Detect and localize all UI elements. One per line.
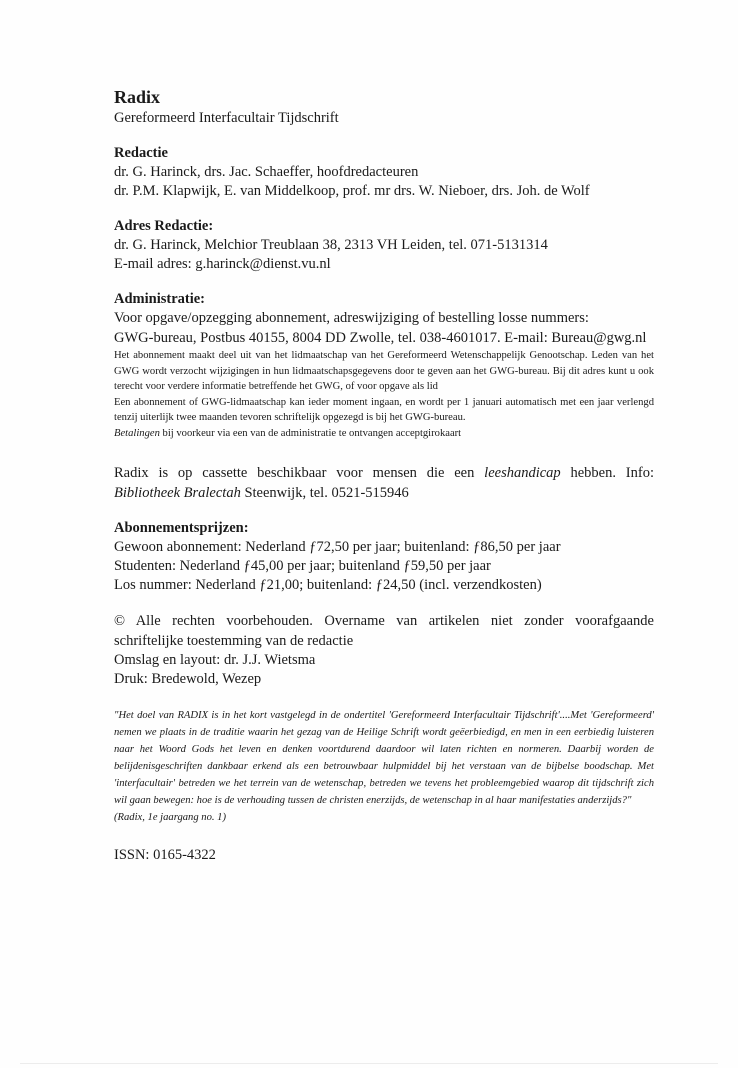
cassette-text-b: hebben. Info: <box>560 465 654 481</box>
betalingen-label: Betalingen <box>114 427 160 439</box>
betalingen-text: bij voorkeur via een van de administratie te ontvangen acceptgirokaart <box>159 427 462 439</box>
redactie-line-1: dr. G. Harinck, drs. Jac. Schaeffer, hoofdredacteuren <box>114 164 419 180</box>
prijzen-los-nummer: Los nummer: Nederland ƒ21,00; buitenland: ƒ24,50 (incl. verzendkosten) <box>114 577 542 593</box>
administratie-heading: Administratie: <box>114 291 206 307</box>
administratie-line-1: Voor opgave/opzegging abonnement, adreswijziging of bestelling losse nummers: <box>114 310 589 326</box>
header <box>114 86 654 128</box>
journal-title: Radix <box>114 87 161 107</box>
colophon <box>114 86 654 865</box>
administratie-note-2: Een abonnement of GWG-lidmaatschap kan ieder moment ingaan, en wordt per 1 januari automatisch met een jaar verlengd tenzij uiterlijk twee maanden tevoren schriftelijk opgezegd is bij het GWG-bureau. <box>114 396 654 423</box>
cassette-text-c: Steenwijk, tel. 0521-515946 <box>240 485 409 501</box>
adres-email: E-mail adres: g.harinck@dienst.vu.nl <box>114 256 331 272</box>
administratie-section <box>114 290 654 441</box>
cassette-info <box>114 463 654 503</box>
omslag-line: Omslag en layout: dr. J.J. Wietsma <box>114 652 316 668</box>
quote-source: (Radix, 1e jaargang no. 1) <box>114 812 226 823</box>
journal-subtitle: Gereformeerd Interfacultair Tijdschrift <box>114 110 339 126</box>
cassette-leeshandicap: leeshandicap <box>484 465 561 481</box>
administratie-note-3 <box>114 426 654 442</box>
issn: ISSN: 0165-4322 <box>114 847 216 863</box>
rechten-section <box>114 611 654 689</box>
cassette-text-a: Radix is op cassette beschikbaar voor mensen die een <box>114 465 485 481</box>
redactie-heading: Redactie <box>114 145 168 161</box>
mission-quote: "Het doel van RADIX is in het kort vastgelegd in de ondertitel 'Gereformeerd Interfacultair Tijdschrift'....Met 'Gereformeerd' nemen we plaats in de traditie waarin het gezag van de Heilige Schrift wordt geëerbiedigd, en men in een eerbiedig luisteren naar het Woord Gods het leven en denken voortdurend daardoor wil laten richten en normeren. Daarbij worden de belijdenisgeschriften dankbaar erkend als een betrouwbaar hulpmiddel bij het verstaan van de bijbelse boodschap. Met 'interfacultair' betreden we het terrein van de wetenschap, betreden we tevens het probleemgebied waarop dit tijdschrift zich wil gaan bewegen: hoe is de verhouding tussen de christen enerzijds, de wetenschap in al haar manifestaties anderzijds?" <box>114 710 654 806</box>
adres-line-1: dr. G. Harinck, Melchior Treublaan 38, 2313 VH Leiden, tel. 071-5131314 <box>114 237 548 253</box>
prijzen-heading: Abonnementsprijzen: <box>114 520 249 536</box>
redactie-section <box>114 144 654 201</box>
administratie-address: GWG-bureau, Postbus 40155, 8004 DD Zwolle, tel. 038-4601017. E-mail: Bureau@gwg.nl <box>114 330 647 346</box>
prijzen-section <box>114 519 654 595</box>
redactie-line-2: dr. P.M. Klapwijk, E. van Middelkoop, prof. mr drs. W. Nieboer, drs. Joh. de Wolf <box>114 183 590 199</box>
adres-section <box>114 217 654 274</box>
prijzen-studenten: Studenten: Nederland ƒ45,00 per jaar; buitenland ƒ59,50 per jaar <box>114 558 491 574</box>
druk-line: Druk: Bredewold, Wezep <box>114 671 262 687</box>
page-edge-divider <box>20 1063 718 1064</box>
adres-heading: Adres Redactie: <box>114 218 214 234</box>
administratie-note-1: Het abonnement maakt deel uit van het lidmaatschap van het Gereformeerd Wetenschappelijk Genootschap. Leden van het GWG wordt verzocht wijzigingen in hun lidmaatschapsgegevens door te geven aan het GWG-bureau. Bij dit adres kunt u ook terecht voor verdere informatie betreffende het GWG, of voor opgave als lid <box>114 350 654 392</box>
rechten-text: © Alle rechten voorbehouden. Overname van artikelen niet zonder voorafgaande schriftelijke toestemming van de redactie <box>114 613 654 649</box>
prijzen-gewoon: Gewoon abonnement: Nederland ƒ72,50 per jaar; buitenland: ƒ86,50 per jaar <box>114 539 561 555</box>
cassette-bibliotheek: Bibliotheek Bralectah <box>114 485 241 501</box>
